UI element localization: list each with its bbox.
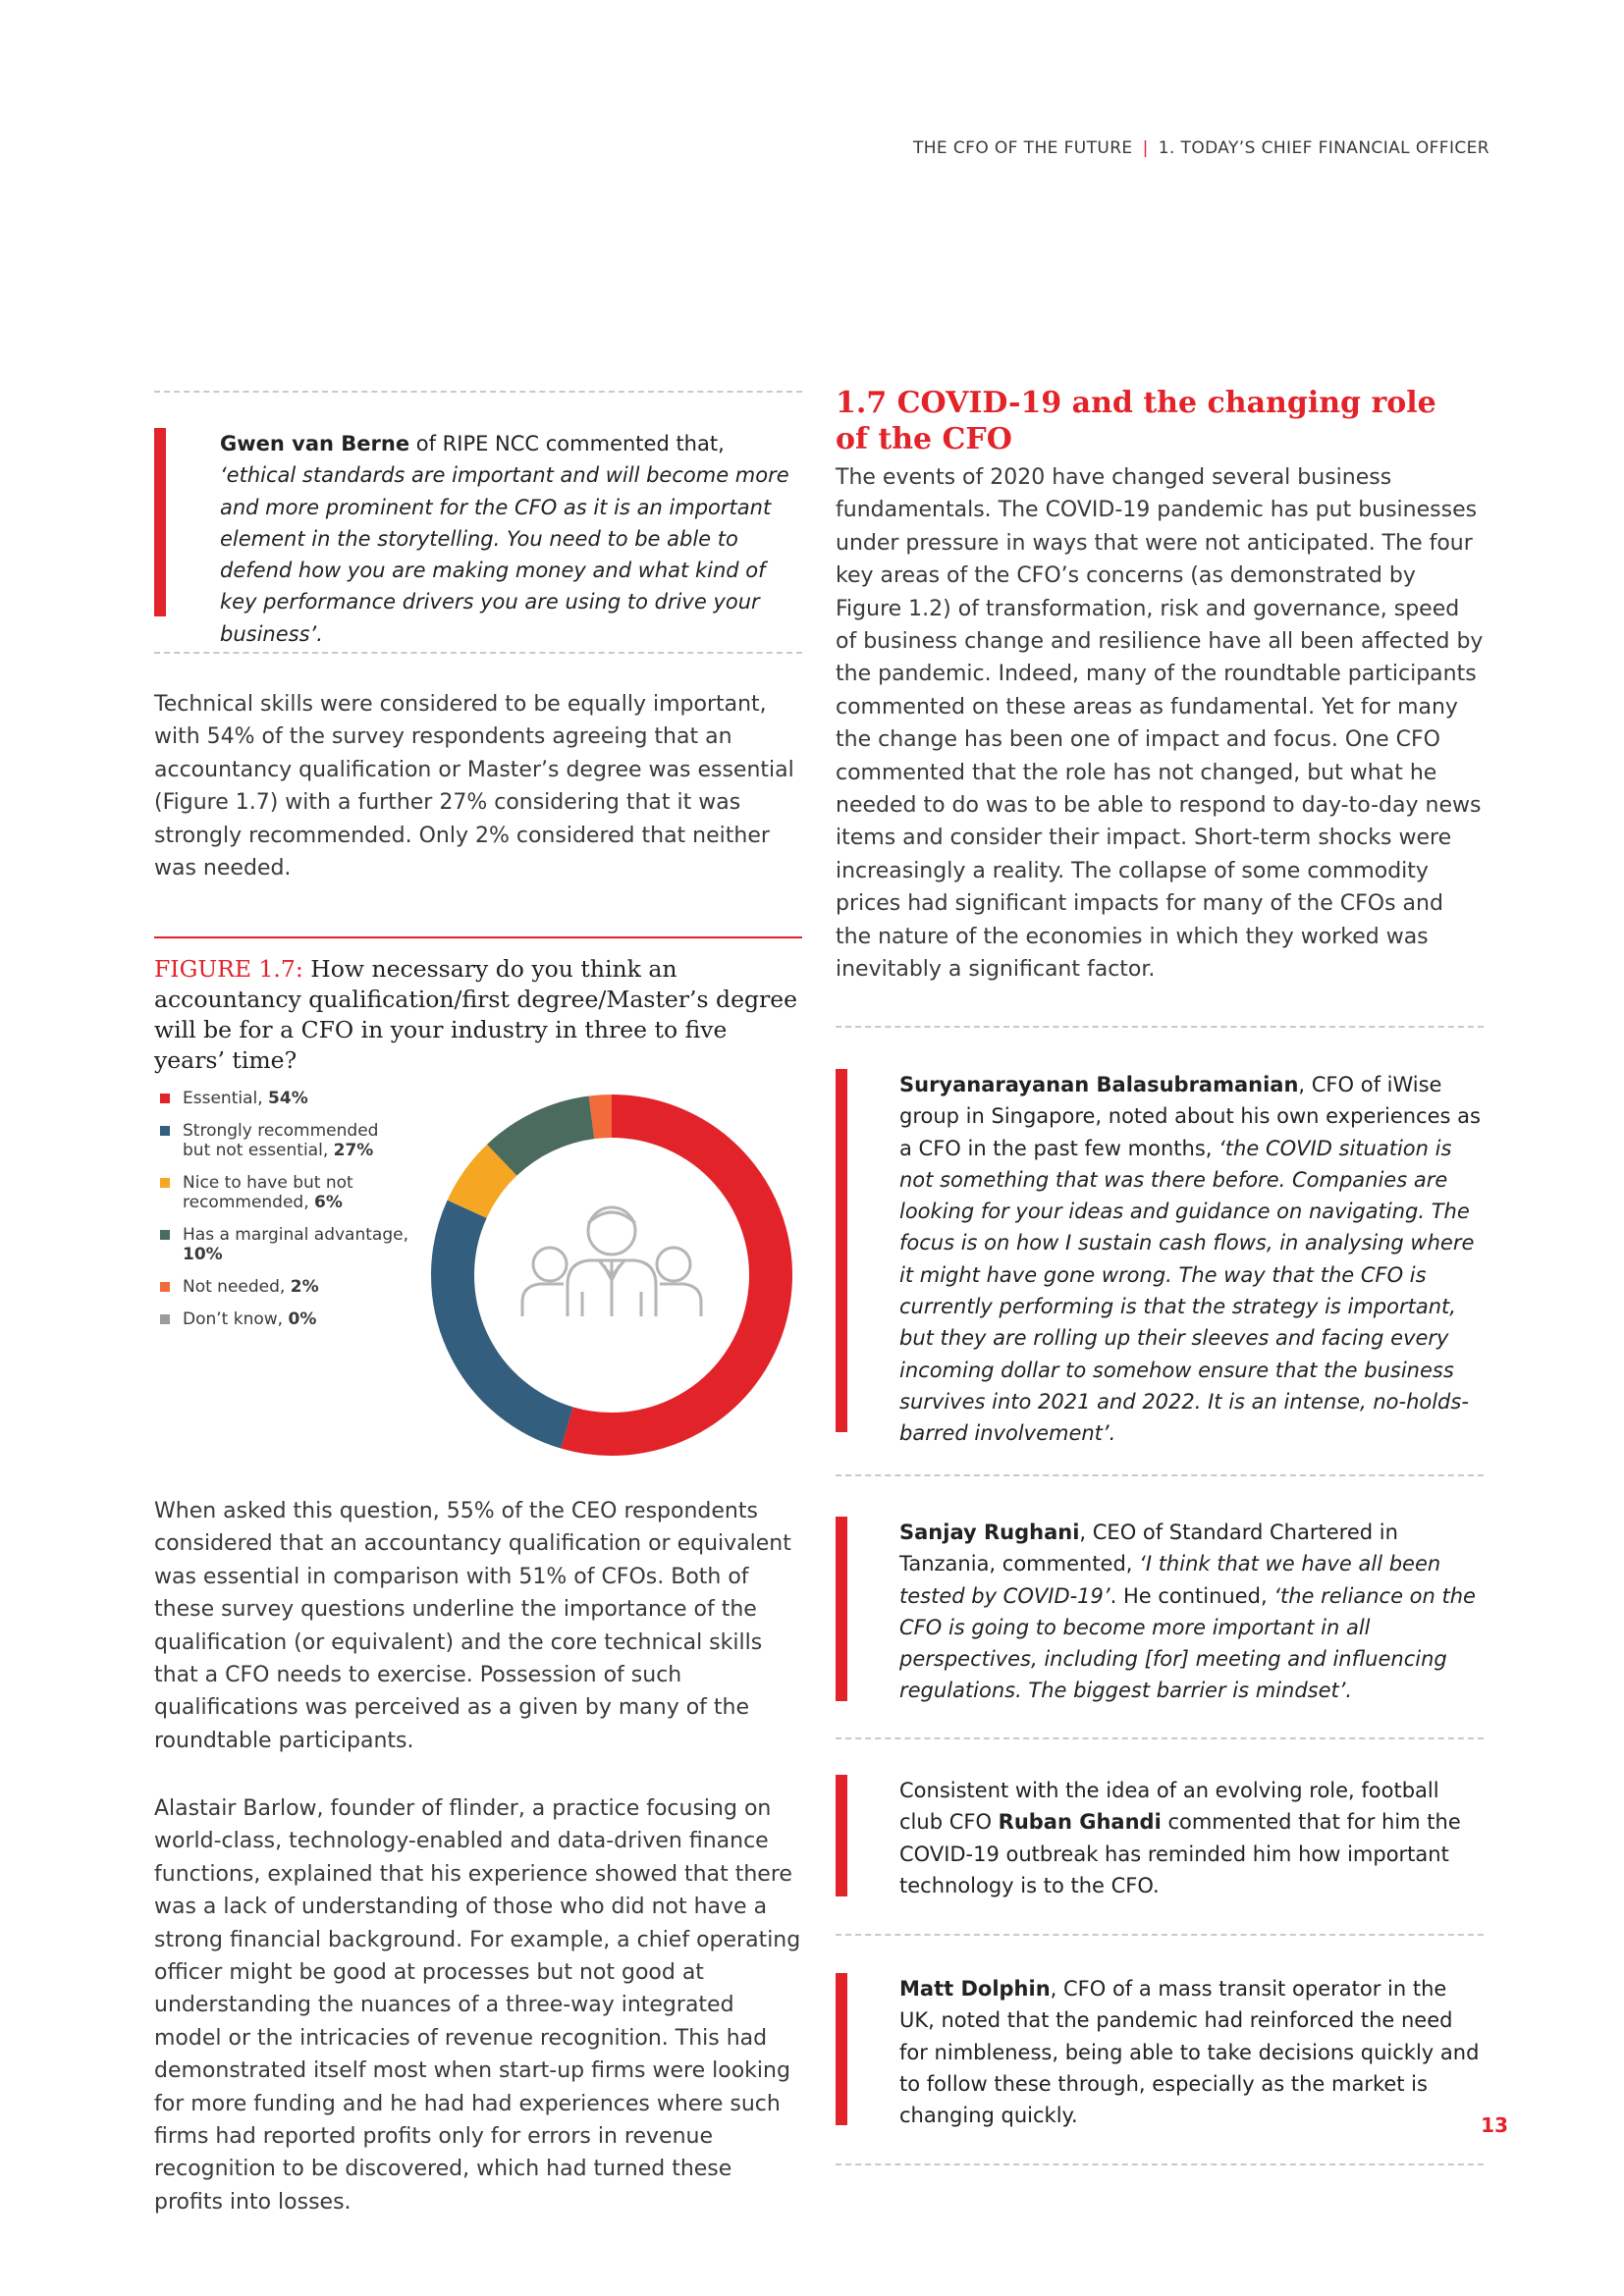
- page-number: 13: [1481, 2113, 1508, 2137]
- quote-body: ‘the COVID situation is not something that was there before. Companies are looking for your ideas and guidance on navigating. The focus is on how I sustain cash flows, in analysing where it might have gone wrong. The way that the CFO is currently performing is that the strategy is important, but they are rolling up their sleeves and facing every incoming dollar to somehow ensure that the business survives into 2021 and 2022. It is an intense, no-holds-barred involvement’.: [899, 1136, 1475, 1446]
- quote-name: Ruban Ghandi: [998, 1810, 1162, 1835]
- quote-text: [899, 1973, 1484, 2131]
- quote-intro: Consistent with the idea of an evolving role, football club CFO: [899, 1779, 1439, 1835]
- header-separator: |: [1142, 138, 1149, 158]
- quote-intro: , CEO of Standard Chartered in Tanzania, commented,: [899, 1521, 1398, 1576]
- legend-value: 54%: [268, 1089, 308, 1108]
- quote-ruban-ghandi: [836, 1775, 1484, 1901]
- quote-middle: . He continued,: [1110, 1583, 1274, 1608]
- figure-question: How necessary do you think an accountancy qualification/first degree/Master’s degree will be for a CFO in your industry in three to five years’ time?: [154, 955, 798, 1074]
- donut-chart: [420, 1084, 803, 1467]
- running-header: [913, 138, 1489, 158]
- quote-bar: [836, 1517, 847, 1701]
- quote-text: [899, 1517, 1484, 1707]
- paragraph-technical-skills: Technical skills were considered to be equally important, with 54% of the survey respondents agreeing that an accountancy qualification or Master’s degree was essential (Figure 1.7) with a further 27% considering that it was strongly recommended. Only 2% considered that neither was needed.: [154, 692, 794, 881]
- quote-matt-dolphin: [836, 1973, 1484, 2131]
- legend-swatch: [160, 1178, 170, 1188]
- quote-name: Gwen van Berne: [220, 432, 410, 455]
- people-group-icon: [522, 1207, 701, 1316]
- quote-gwen-van-berne: [154, 428, 802, 650]
- legend-swatch: [160, 1094, 170, 1103]
- quote-bar: [836, 1775, 847, 1896]
- slice-essential: [567, 1116, 771, 1434]
- quote-body: , CFO of a mass transit operator in the UK, noted that the pandemic had reinforced the need for nimbleness, being able to take decisions quickly and to follow these through, especially as the market is changing quickly.: [899, 1977, 1480, 2128]
- legend-label: Don’t know,: [183, 1309, 289, 1329]
- header-chapter: 1. TODAY’S CHIEF FINANCIAL OFFICER: [1158, 138, 1489, 158]
- quote-body: ‘ethical standards are important and will become more and more prominent for the CFO as it is an important element in the storytelling. You need to be able to defend how you are making money and what kind of key performance drivers you are using to drive your business’.: [220, 463, 789, 646]
- quote-text: [899, 1775, 1484, 1901]
- legend-item-strongly-recommended: [160, 1121, 408, 1160]
- figure-label: FIGURE 1.7:: [154, 955, 303, 983]
- legend-label: Not needed,: [183, 1277, 291, 1297]
- quote-name: Sanjay Rughani: [899, 1521, 1080, 1544]
- quote-bar: [836, 1973, 847, 2125]
- slice-nice-to-have: [467, 1160, 503, 1209]
- divider: [836, 1026, 1484, 1028]
- paragraph-alastair-barlow: Alastair Barlow, founder of flinder, a practice focusing on world-class, technology-enabled and data-driven finance functions, explained that his experience showed that there was a lack of understanding of those who did not have a strong financial background. For example, a chief operating officer might be good at processes but not good at understanding the nuances of a three-way integrated model or the intricacies of revenue recognition. This had demonstrated itself most when start-up firms were looking for more funding and he had had experiences where such firms had reported profits only for errors in revenue recognition to be discovered, which had turned these profits into losses.: [154, 1796, 801, 2215]
- legend-swatch: [160, 1126, 170, 1136]
- divider: [836, 1934, 1484, 1936]
- divider: [154, 391, 802, 393]
- legend-swatch: [160, 1282, 170, 1292]
- quote-intro: of RIPE NCC commented that,: [409, 432, 725, 455]
- section-heading: 1.7 COVID-19 and the changing role of the CFO: [836, 386, 1436, 456]
- quote-body: ‘I think that we have all been tested by COVID-19’: [899, 1552, 1441, 1608]
- quote-text: [899, 1069, 1484, 1450]
- divider: [836, 1737, 1484, 1739]
- quote-bar: [154, 428, 166, 616]
- legend-item-not-needed: [160, 1277, 408, 1297]
- legend-item-nice-to-have: [160, 1173, 408, 1212]
- header-title: THE CFO OF THE FUTURE: [912, 138, 1133, 158]
- quote-name: Matt Dolphin: [899, 1977, 1051, 2001]
- figure-rule: [154, 936, 802, 938]
- legend-label: Essential,: [183, 1089, 269, 1108]
- legend-value: 6%: [314, 1193, 343, 1212]
- quote-name: Suryanarayanan Balasubramanian: [899, 1073, 1299, 1096]
- quote-body: commented that for him the COVID-19 outbreak has reminded him how important technology is to the CFO.: [899, 1810, 1461, 1897]
- paragraph-covid-events: The events of 2020 have changed several business fundamentals. The COVID-19 pandemic has put businesses under pressure in ways that were not anticipated. The four key areas of the CFO’s concerns (as demonstrated by Figure 1.2) of transformation, risk and governance, speed of business change and resilience have all been affected by the pandemic. Indeed, many of the roundtable participants commented on these areas as fundamental. Yet for many the change has been one of impact and focus. One CFO commented that the role has not changed, but what he needed to do was to be able to respond to day-to-day news items and consider their impact. Short-term shocks were increasingly a reality. The collapse of some commodity prices had significant impacts for many of the CFOs and the nature of the economies in which they worked was inevitably a significant factor.: [836, 465, 1484, 983]
- slice-not-needed: [591, 1116, 612, 1117]
- figure-title: [154, 954, 802, 1076]
- slice-strongly-recommended: [453, 1209, 567, 1428]
- legend-item-dont-know: [160, 1309, 408, 1329]
- paragraph-ceo-respondents: When asked this question, 55% of the CEO respondents considered that an accountancy qualification or equivalent was essential in comparison with 51% of CFOs. Both of these survey questions underline the importance of the qualification (or equivalent) and the core technical skills that a CFO needs to exercise. Possession of such qualifications was perceived as a given by many of the roundtable participants.: [154, 1499, 791, 1753]
- legend-item-marginal-advantage: [160, 1225, 408, 1264]
- divider: [836, 1474, 1484, 1476]
- legend-value: 2%: [290, 1277, 319, 1297]
- legend-value: 10%: [183, 1245, 223, 1264]
- quote-intro: , CFO of iWise group in Singapore, noted about his own experiences as a CFO in the past few months,: [899, 1073, 1481, 1160]
- legend-value: 27%: [333, 1141, 374, 1160]
- legend-label: Nice to have but not recommended,: [183, 1173, 353, 1212]
- legend-item-essential: [160, 1089, 408, 1108]
- quote-suryanarayanan: [836, 1069, 1484, 1450]
- quote-sanjay-rughani: [836, 1517, 1484, 1707]
- quote-bar: [836, 1069, 847, 1432]
- quote-text: [220, 428, 802, 650]
- quote-body: ‘the reliance on the CFO is going to become more important in all perspectives, including [for] meeting and influencing regulations. The biggest barrier is mindset’.: [899, 1583, 1476, 1703]
- divider: [154, 652, 802, 654]
- legend-swatch: [160, 1230, 170, 1240]
- legend-label: Has a marginal advantage,: [183, 1225, 408, 1245]
- legend-label: Strongly recommended but not essential,: [183, 1121, 379, 1160]
- chart-legend: [160, 1089, 408, 1342]
- divider: [836, 2163, 1484, 2165]
- legend-value: 0%: [288, 1309, 317, 1329]
- legend-swatch: [160, 1314, 170, 1324]
- slice-marginal-advantage: [502, 1117, 591, 1159]
